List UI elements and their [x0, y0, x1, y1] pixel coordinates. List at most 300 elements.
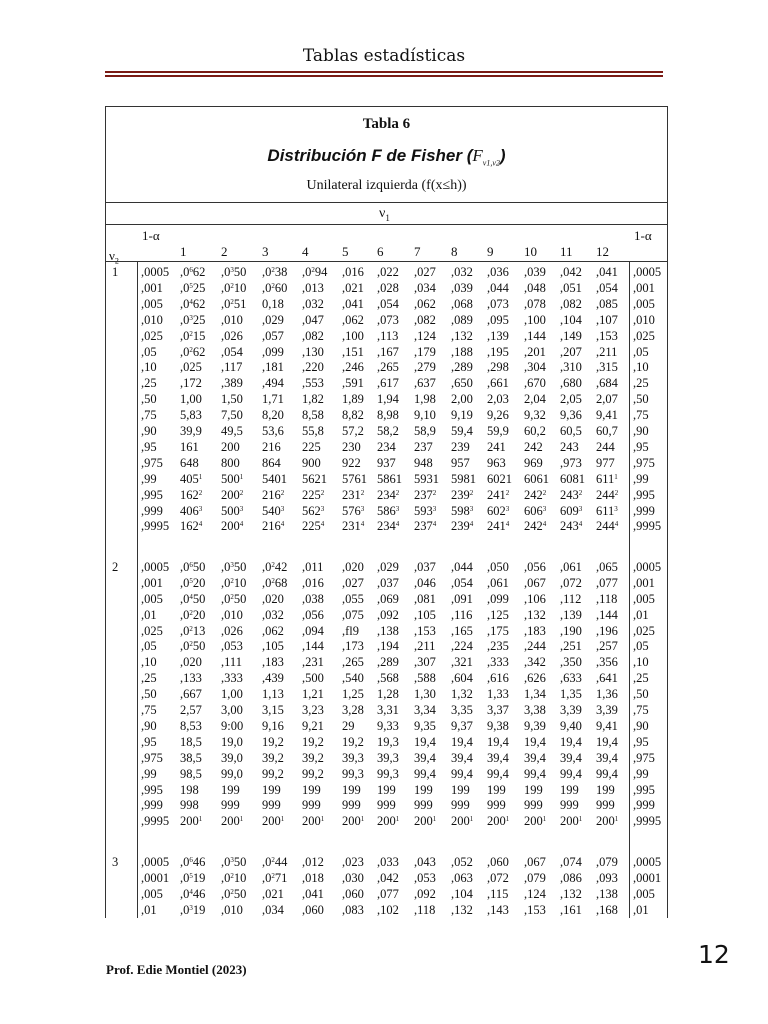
table-cell: 648 — [180, 455, 199, 470]
table-cell: $,0^220$ — [180, 607, 206, 622]
table-cell: 2,03 — [487, 392, 509, 407]
table-cell: ,144 — [524, 328, 546, 343]
table-cell: $,0^250$ — [180, 639, 206, 654]
table-cell: $200^1$ — [342, 814, 365, 829]
table-cell: 19,2 — [262, 734, 284, 749]
table-cell: 999 — [451, 798, 470, 813]
page-number: 12 — [698, 940, 730, 969]
prob-label-right: ,999 — [633, 798, 655, 813]
table-cell: ,021 — [262, 886, 284, 901]
nu2-label: $\nu_2$ — [109, 248, 119, 266]
table-cell: 1,00 — [180, 392, 202, 407]
table-cell: $200^1$ — [377, 814, 400, 829]
table-cell: ,132 — [524, 607, 546, 622]
table-cell: ,106 — [524, 591, 546, 606]
table-cell: 230 — [342, 439, 361, 454]
table-cell: ,027 — [342, 575, 364, 590]
table-cell: 998 — [180, 798, 199, 813]
table-cell: ,048 — [524, 280, 546, 295]
table-cell: ,020 — [342, 559, 364, 574]
table-cell: $598^3$ — [451, 503, 474, 518]
table-cell: ,030 — [342, 870, 364, 885]
table-cell: ,023 — [342, 854, 364, 869]
table-cell: 9,39 — [524, 718, 546, 733]
table-cell: $540^3$ — [262, 503, 285, 518]
prob-label-right: ,01 — [633, 607, 649, 622]
one-minus-alpha-right: 1-α — [634, 228, 652, 243]
prob-label-right: ,75 — [633, 703, 649, 717]
table-cell: ,224 — [451, 639, 473, 654]
prob-label-right: ,25 — [633, 376, 649, 391]
prob-label-right: ,01 — [633, 902, 649, 917]
prob-label-left: ,025 — [141, 623, 163, 638]
table-cell: ,038 — [302, 591, 324, 606]
prob-label-left: ,0005 — [141, 854, 170, 869]
table-cell: ,061 — [560, 559, 582, 574]
table-cell: ,060 — [342, 886, 364, 901]
table-cell: $200^1$ — [560, 814, 583, 829]
table-cell: ,032 — [451, 265, 473, 279]
table-cell: 7,50 — [221, 408, 243, 423]
prob-label-left: ,005 — [141, 591, 163, 606]
table-cell: 99,4 — [414, 766, 436, 781]
table-cell: ,018 — [302, 870, 324, 885]
table-divider — [105, 224, 668, 225]
table-cell: ,617 — [377, 376, 399, 391]
table-cell: $200^1$ — [596, 814, 619, 829]
table-cell: $234^2$ — [377, 487, 400, 502]
table-cell: ,105 — [262, 639, 284, 654]
table-cell: 9,21 — [302, 718, 324, 733]
table-cell: 39,3 — [377, 750, 399, 765]
prob-label-left: ,05 — [141, 639, 157, 654]
table-cell: ,026 — [221, 328, 243, 343]
table-cell: 2,00 — [451, 392, 473, 407]
prob-label-right: ,001 — [633, 280, 655, 295]
table-cell: ,086 — [560, 870, 582, 885]
table-cell: ,167 — [377, 344, 399, 359]
table-cell: 9,32 — [524, 408, 546, 423]
table-cell: $,0^251$ — [221, 296, 247, 311]
table-cell: ,062 — [342, 312, 364, 327]
prob-label-left: ,90 — [141, 718, 157, 733]
table-cell: ,667 — [180, 687, 202, 702]
table-cell: ,054 — [377, 296, 399, 311]
column-header: 1 — [180, 244, 187, 259]
table-cell: 1,30 — [414, 687, 436, 702]
table-cell: ,093 — [596, 870, 618, 885]
table-cell: ,298 — [487, 360, 509, 375]
table-cell: 3,39 — [596, 703, 618, 717]
prob-label-left: ,975 — [141, 750, 163, 765]
table-cell: $239^4$ — [451, 519, 474, 534]
table-cell: ,068 — [451, 296, 473, 311]
table-cell: ,091 — [451, 591, 473, 606]
table-cell: ,356 — [596, 655, 618, 670]
table-cell: ,149 — [560, 328, 582, 343]
table-cell: ,082 — [414, 312, 436, 327]
table-cell: 3,38 — [524, 703, 546, 717]
table-cell: ,588 — [414, 671, 436, 686]
table-cell: 1,21 — [302, 687, 324, 702]
prob-label-left: ,0001 — [141, 870, 170, 885]
prob-label-left: ,9995 — [141, 519, 170, 534]
prob-label-left: ,01 — [141, 607, 157, 622]
table-cell: ,604 — [451, 671, 473, 686]
table-cell: $,0^213$ — [180, 623, 206, 638]
table-cell: 19,4 — [596, 734, 618, 749]
table-cell: 999 — [377, 798, 396, 813]
table-cell: ,201 — [524, 344, 546, 359]
table-cell: ,161 — [560, 902, 582, 917]
table-cell: ,138 — [377, 623, 399, 638]
table-cell: 237 — [414, 439, 433, 454]
table-cell: ,111 — [221, 655, 242, 670]
prob-label-left: ,99 — [141, 471, 157, 486]
one-minus-alpha-left: 1-α — [142, 228, 160, 243]
table-cell: ,082 — [302, 328, 324, 343]
table-cell: ,022 — [377, 265, 399, 279]
table-cell: 999 — [524, 798, 543, 813]
column-header: 4 — [302, 244, 309, 259]
table-cell: ,042 — [560, 265, 582, 279]
table-cell: ,194 — [377, 639, 399, 654]
table-cell: $576^3$ — [342, 503, 365, 518]
table-cell: ,211 — [414, 639, 436, 654]
table-cell: 6061 — [524, 471, 549, 486]
prob-label-left: ,25 — [141, 671, 157, 686]
table-cell: ,112 — [560, 591, 582, 606]
table-cell: ,046 — [414, 575, 436, 590]
table-cell: ,044 — [487, 280, 509, 295]
table-cell: ,010 — [221, 902, 243, 917]
table-cell: ,063 — [451, 870, 473, 885]
table-cell: 29 — [342, 718, 355, 733]
table-cell: $,0^446$ — [180, 886, 206, 901]
table-cell: ,124 — [414, 328, 436, 343]
prob-label-right: ,99 — [633, 766, 649, 781]
prob-label-right: ,10 — [633, 655, 649, 670]
table-cell: $,0^244$ — [262, 854, 288, 869]
table-cell: $239^2$ — [451, 487, 474, 502]
table-cell: ,165 — [451, 623, 473, 638]
table-cell: $234^4$ — [377, 519, 400, 534]
table-cell: 999 — [414, 798, 433, 813]
table-cell: 922 — [342, 455, 361, 470]
table-cell: ,144 — [302, 639, 324, 654]
table-cell: ,032 — [262, 607, 284, 622]
table-cell: $237^4$ — [414, 519, 437, 534]
table-cell: 1,28 — [377, 687, 399, 702]
table-cell: ,265 — [342, 655, 364, 670]
table-cell: ,028 — [377, 280, 399, 295]
table-cell: ,029 — [262, 312, 284, 327]
table-cell: $231^2$ — [342, 487, 365, 502]
table-cell: ,072 — [487, 870, 509, 885]
header-divider — [105, 261, 668, 262]
table-cell: $586^3$ — [377, 503, 400, 518]
table-cell: ,153 — [414, 623, 436, 638]
table-cell: 3,28 — [342, 703, 364, 717]
prob-label-right: ,50 — [633, 687, 649, 702]
table-cell: ,333 — [487, 655, 509, 670]
prob-label-right: ,90 — [633, 718, 649, 733]
column-header: 3 — [262, 244, 269, 259]
table-cell: $,0^350$ — [221, 265, 247, 279]
table-cell: ,102 — [377, 902, 399, 917]
table-cell: 8,20 — [262, 408, 284, 423]
table-cell: ,062 — [262, 623, 284, 638]
prob-label-left: ,975 — [141, 455, 163, 470]
prob-label-right: ,005 — [633, 886, 655, 901]
table-cell: $200^1$ — [487, 814, 510, 829]
table-cell: 99,3 — [377, 766, 399, 781]
table-cell: ,175 — [487, 623, 509, 638]
prob-label-left: ,005 — [141, 886, 163, 901]
table-cell: 39,4 — [487, 750, 509, 765]
prob-label-left: ,0005 — [141, 265, 170, 279]
table-cell: ,083 — [342, 902, 364, 917]
table-cell: 3,15 — [262, 703, 284, 717]
table-cell: ,054 — [596, 280, 618, 295]
prob-label-left: ,10 — [141, 360, 157, 375]
table-cell: ,067 — [524, 854, 546, 869]
page-header-title: Tablas estadísticas — [302, 46, 466, 66]
table-cell: 60,2 — [524, 424, 546, 438]
table-cell: 18,5 — [180, 734, 202, 749]
table-cell: $,0^520$ — [180, 575, 206, 590]
prob-label-left: ,90 — [141, 424, 157, 438]
table-cell: $225^4$ — [302, 519, 325, 534]
prob-label-right: ,9995 — [633, 814, 662, 829]
table-cell: 1,94 — [377, 392, 399, 407]
table-cell: 161 — [180, 439, 199, 454]
table-cell: ,439 — [262, 671, 284, 686]
table-cell: ,591 — [342, 376, 364, 391]
table-cell: $,0^450$ — [180, 591, 206, 606]
table-cell: 9,10 — [414, 408, 436, 423]
table-cell: 3,00 — [221, 703, 243, 717]
column-header: 11 — [560, 244, 573, 259]
table-cell: 999 — [342, 798, 361, 813]
table-cell: ,056 — [302, 607, 324, 622]
table-cell: $,0^646$ — [180, 854, 206, 869]
table-cell: 53,6 — [262, 424, 284, 438]
prob-label-left: ,999 — [141, 798, 163, 813]
table-cell: ,389 — [221, 376, 243, 391]
table-cell: ,054 — [451, 575, 473, 590]
table-cell: 864 — [262, 455, 281, 470]
table-cell: ,013 — [302, 280, 324, 295]
table-cell: 9,40 — [560, 718, 582, 733]
table-cell: ,032 — [302, 296, 324, 311]
prob-label-left: ,10 — [141, 655, 157, 670]
table-cell: 1,32 — [451, 687, 473, 702]
table-cell: ,181 — [262, 360, 284, 375]
table-cell: ,078 — [524, 296, 546, 311]
table-cell: ,094 — [302, 623, 324, 638]
table-cell: 55,8 — [302, 424, 324, 438]
table-cell: ,265 — [377, 360, 399, 375]
table-cell: 8,82 — [342, 408, 364, 423]
table-cell: ,246 — [342, 360, 364, 375]
table-cell: ,113 — [377, 328, 399, 343]
table-cell: $162^2$ — [180, 487, 203, 502]
table-cell: ,553 — [302, 376, 324, 391]
prob-label-right: ,9995 — [633, 519, 662, 534]
footer-author: Prof. Edie Montiel (2023) — [106, 962, 247, 977]
table-cell: $216^2$ — [262, 487, 285, 502]
table-cell: 49,5 — [221, 424, 243, 438]
table-cell: 1,89 — [342, 392, 364, 407]
column-divider — [629, 261, 630, 918]
table-cell: $244^2$ — [596, 487, 619, 502]
table-cell: 19,4 — [560, 734, 582, 749]
header-rule — [105, 75, 663, 77]
table-cell: ,099 — [262, 344, 284, 359]
prob-label-left: ,995 — [141, 487, 163, 502]
table-cell: 1,98 — [414, 392, 436, 407]
table-cell: ,151 — [342, 344, 364, 359]
table-cell: ,684 — [596, 376, 618, 391]
prob-label-right: ,95 — [633, 439, 649, 454]
nu1-label: $\nu_1$ — [379, 206, 390, 223]
table-cell: $241^2$ — [487, 487, 510, 502]
prob-label-left: ,010 — [141, 312, 163, 327]
table-cell: 1,35 — [560, 687, 582, 702]
table-cell: ,179 — [414, 344, 436, 359]
table-cell: $,0^519$ — [180, 870, 206, 885]
column-header: 2 — [221, 244, 228, 259]
table-cell: ,075 — [342, 607, 364, 622]
table-cell: ,251 — [560, 639, 582, 654]
table-cell: ,231 — [302, 655, 324, 670]
table-cell: ,153 — [524, 902, 546, 917]
table-cell: ,081 — [414, 591, 436, 606]
table-cell: ,077 — [377, 886, 399, 901]
table-cell: $,0^525$ — [180, 280, 206, 295]
prob-label-right: ,025 — [633, 623, 655, 638]
table-cell: 8,58 — [302, 408, 324, 423]
table-cell: 999 — [560, 798, 579, 813]
table-cell: $500^3$ — [221, 503, 244, 518]
table-cell: $242^2$ — [524, 487, 547, 502]
table-cell: $216^4$ — [262, 519, 285, 534]
table-cell: ,196 — [596, 623, 618, 638]
table-cell: ,190 — [560, 623, 582, 638]
prob-label-left: ,99 — [141, 766, 157, 781]
table-cell: ,061 — [487, 575, 509, 590]
table-cell: $405^1$ — [180, 471, 203, 486]
prob-label-right: ,75 — [633, 408, 649, 423]
table-cell: ,257 — [596, 639, 618, 654]
table-cell: ,026 — [221, 623, 243, 638]
table-cell: ,670 — [524, 376, 546, 391]
table-cell: $244^4$ — [596, 519, 619, 534]
prob-label-left: ,001 — [141, 575, 163, 590]
table-cell: ,130 — [302, 344, 324, 359]
table-cell: 5761 — [342, 471, 367, 486]
prob-label-right: ,995 — [633, 487, 655, 502]
table-cell: $200^4$ — [221, 519, 244, 534]
table-cell: $606^3$ — [524, 503, 547, 518]
prob-label-right: ,0001 — [633, 870, 662, 885]
table-cell: $,0^650$ — [180, 559, 206, 574]
prob-label-right: ,90 — [633, 424, 649, 438]
table-cell: 39,3 — [342, 750, 364, 765]
prob-label-left: ,05 — [141, 344, 157, 359]
prob-label-left: ,75 — [141, 408, 157, 423]
prob-label-right: ,005 — [633, 296, 655, 311]
table-cell: 1,13 — [262, 687, 284, 702]
table-cell: ,105 — [414, 607, 436, 622]
table-cell: $611^1$ — [596, 471, 618, 486]
table-cell: 239 — [451, 439, 470, 454]
table-cell: ,139 — [560, 607, 582, 622]
table-cell: ,235 — [487, 639, 509, 654]
table-cell: ,027 — [414, 265, 436, 279]
table-cell: ,125 — [487, 607, 509, 622]
table-cell: $243^4$ — [560, 519, 583, 534]
table-cell: 1,36 — [596, 687, 618, 702]
table-cell: ,012 — [302, 854, 324, 869]
table-cell: 19,4 — [524, 734, 546, 749]
table-cell: 8,53 — [180, 718, 202, 733]
table-cell: 5981 — [451, 471, 476, 486]
table-cell: ,153 — [596, 328, 618, 343]
table-cell: 9,41 — [596, 718, 618, 733]
table-cell: ,055 — [342, 591, 364, 606]
table-cell: ,132 — [451, 328, 473, 343]
prob-label-left: ,75 — [141, 703, 157, 717]
table-cell: 60,5 — [560, 424, 582, 438]
table-cell: ,568 — [377, 671, 399, 686]
table-cell: 2,07 — [596, 392, 618, 407]
table-cell: $406^3$ — [180, 503, 203, 518]
prob-label-right: ,001 — [633, 575, 655, 590]
table-cell: 99,4 — [451, 766, 473, 781]
prob-label-right: ,975 — [633, 750, 655, 765]
table-cell: 1,00 — [221, 687, 243, 702]
column-divider — [137, 261, 138, 918]
table-cell: ,011 — [302, 559, 324, 574]
table-cell: $500^1$ — [221, 471, 244, 486]
table-cell: ,100 — [524, 312, 546, 327]
table-cell: $200^2$ — [221, 487, 244, 502]
table-cell: ,053 — [221, 639, 243, 654]
table-cell: $,0^210$ — [221, 870, 247, 885]
prob-label-left: ,999 — [141, 503, 163, 518]
prob-label-right: ,05 — [633, 344, 649, 359]
table-cell: ,100 — [342, 328, 364, 343]
table-cell: 199 — [596, 782, 615, 797]
table-cell: ,062 — [414, 296, 436, 311]
table-cell: ,074 — [560, 854, 582, 869]
table-cell: 99,4 — [524, 766, 546, 781]
table-cell: 19,3 — [377, 734, 399, 749]
table-cell: 969 — [524, 455, 543, 470]
table-cell: 3,37 — [487, 703, 509, 717]
column-header: 10 — [524, 244, 537, 259]
table-cell: 199 — [302, 782, 321, 797]
table-cell: $231^4$ — [342, 519, 365, 534]
table-cell: ,043 — [414, 854, 436, 869]
table-cell: 19,4 — [451, 734, 473, 749]
prob-label-right: ,95 — [633, 734, 649, 749]
table-cell: 2,04 — [524, 392, 546, 407]
table-cell: ,540 — [342, 671, 364, 686]
table-cell: 19,4 — [414, 734, 436, 749]
